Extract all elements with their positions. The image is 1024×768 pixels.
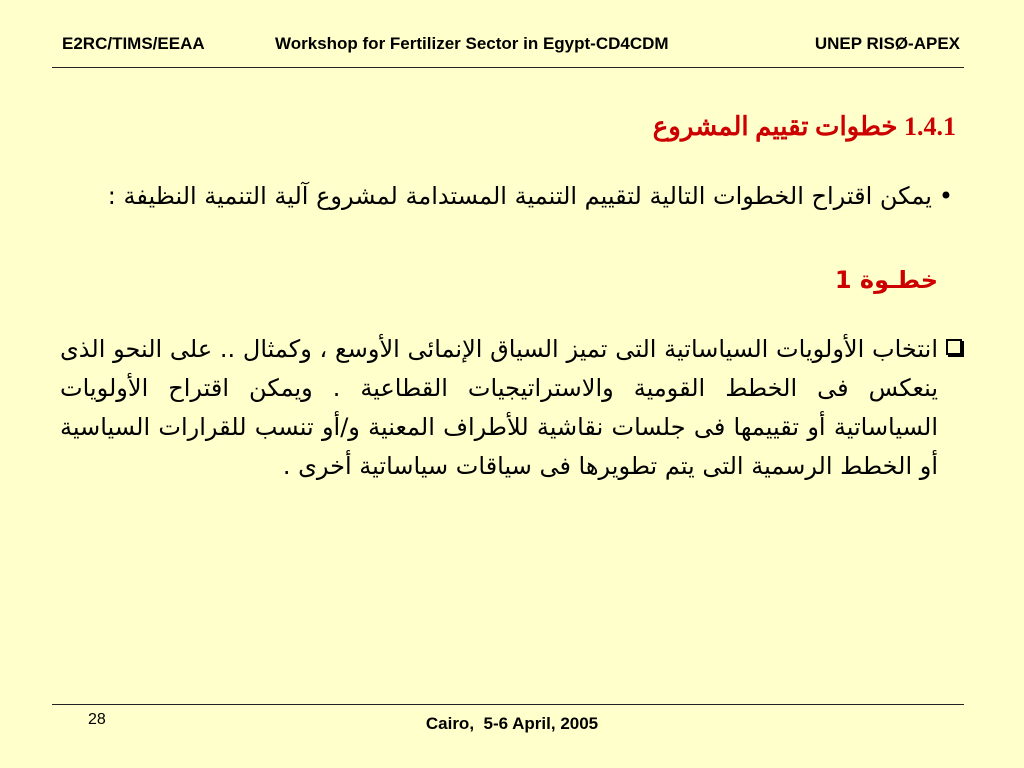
title-text: خطوات تقييم المشروع xyxy=(652,112,898,141)
header-org: E2RC/TIMS/EEAA xyxy=(62,34,205,53)
step-heading: خطـوة 1 xyxy=(834,266,938,294)
slide-header xyxy=(0,34,1024,58)
slide-title xyxy=(653,112,956,142)
footer-location-date: Cairo, 5-6 April, 2005 xyxy=(425,714,599,733)
bullet-icon: • xyxy=(938,182,954,210)
checkbox-bullet-icon xyxy=(946,339,962,355)
header-partner: UNEP RISØ-APEX xyxy=(814,34,960,53)
header-workshop-title: Workshop for Fertilizer Sector in Egypt-CD4CDM xyxy=(275,34,669,53)
bullet-text: يمكن اقتراح الخطوات التالية لتقييم التنمية المستدامة لمشروع آلية التنمية النظيفة : xyxy=(107,182,932,210)
step-item xyxy=(60,330,962,486)
header-divider xyxy=(52,67,964,68)
title-number: 1.4.1 xyxy=(904,112,956,141)
step-item-text: انتخاب الأولويات السياساتية التى تميز السياق الإنمائى الأوسع ، وكمثال .. على النحو الذى ينعكس فى الخطط القومية والاستراتيجيات القطاعية . ويمكن اقتراح الأولويات السياساتية أو تقييمها فى جلسات نقاشية للأطراف المعنية و/أو تنسب للقرارات السياسية أو الخطط الرسمية التى يتم تطويرها فى سياقات سياساتية أخرى . xyxy=(60,335,938,480)
page-number: 28 xyxy=(88,711,106,728)
bullet-item xyxy=(60,178,956,215)
footer-divider xyxy=(52,704,964,705)
